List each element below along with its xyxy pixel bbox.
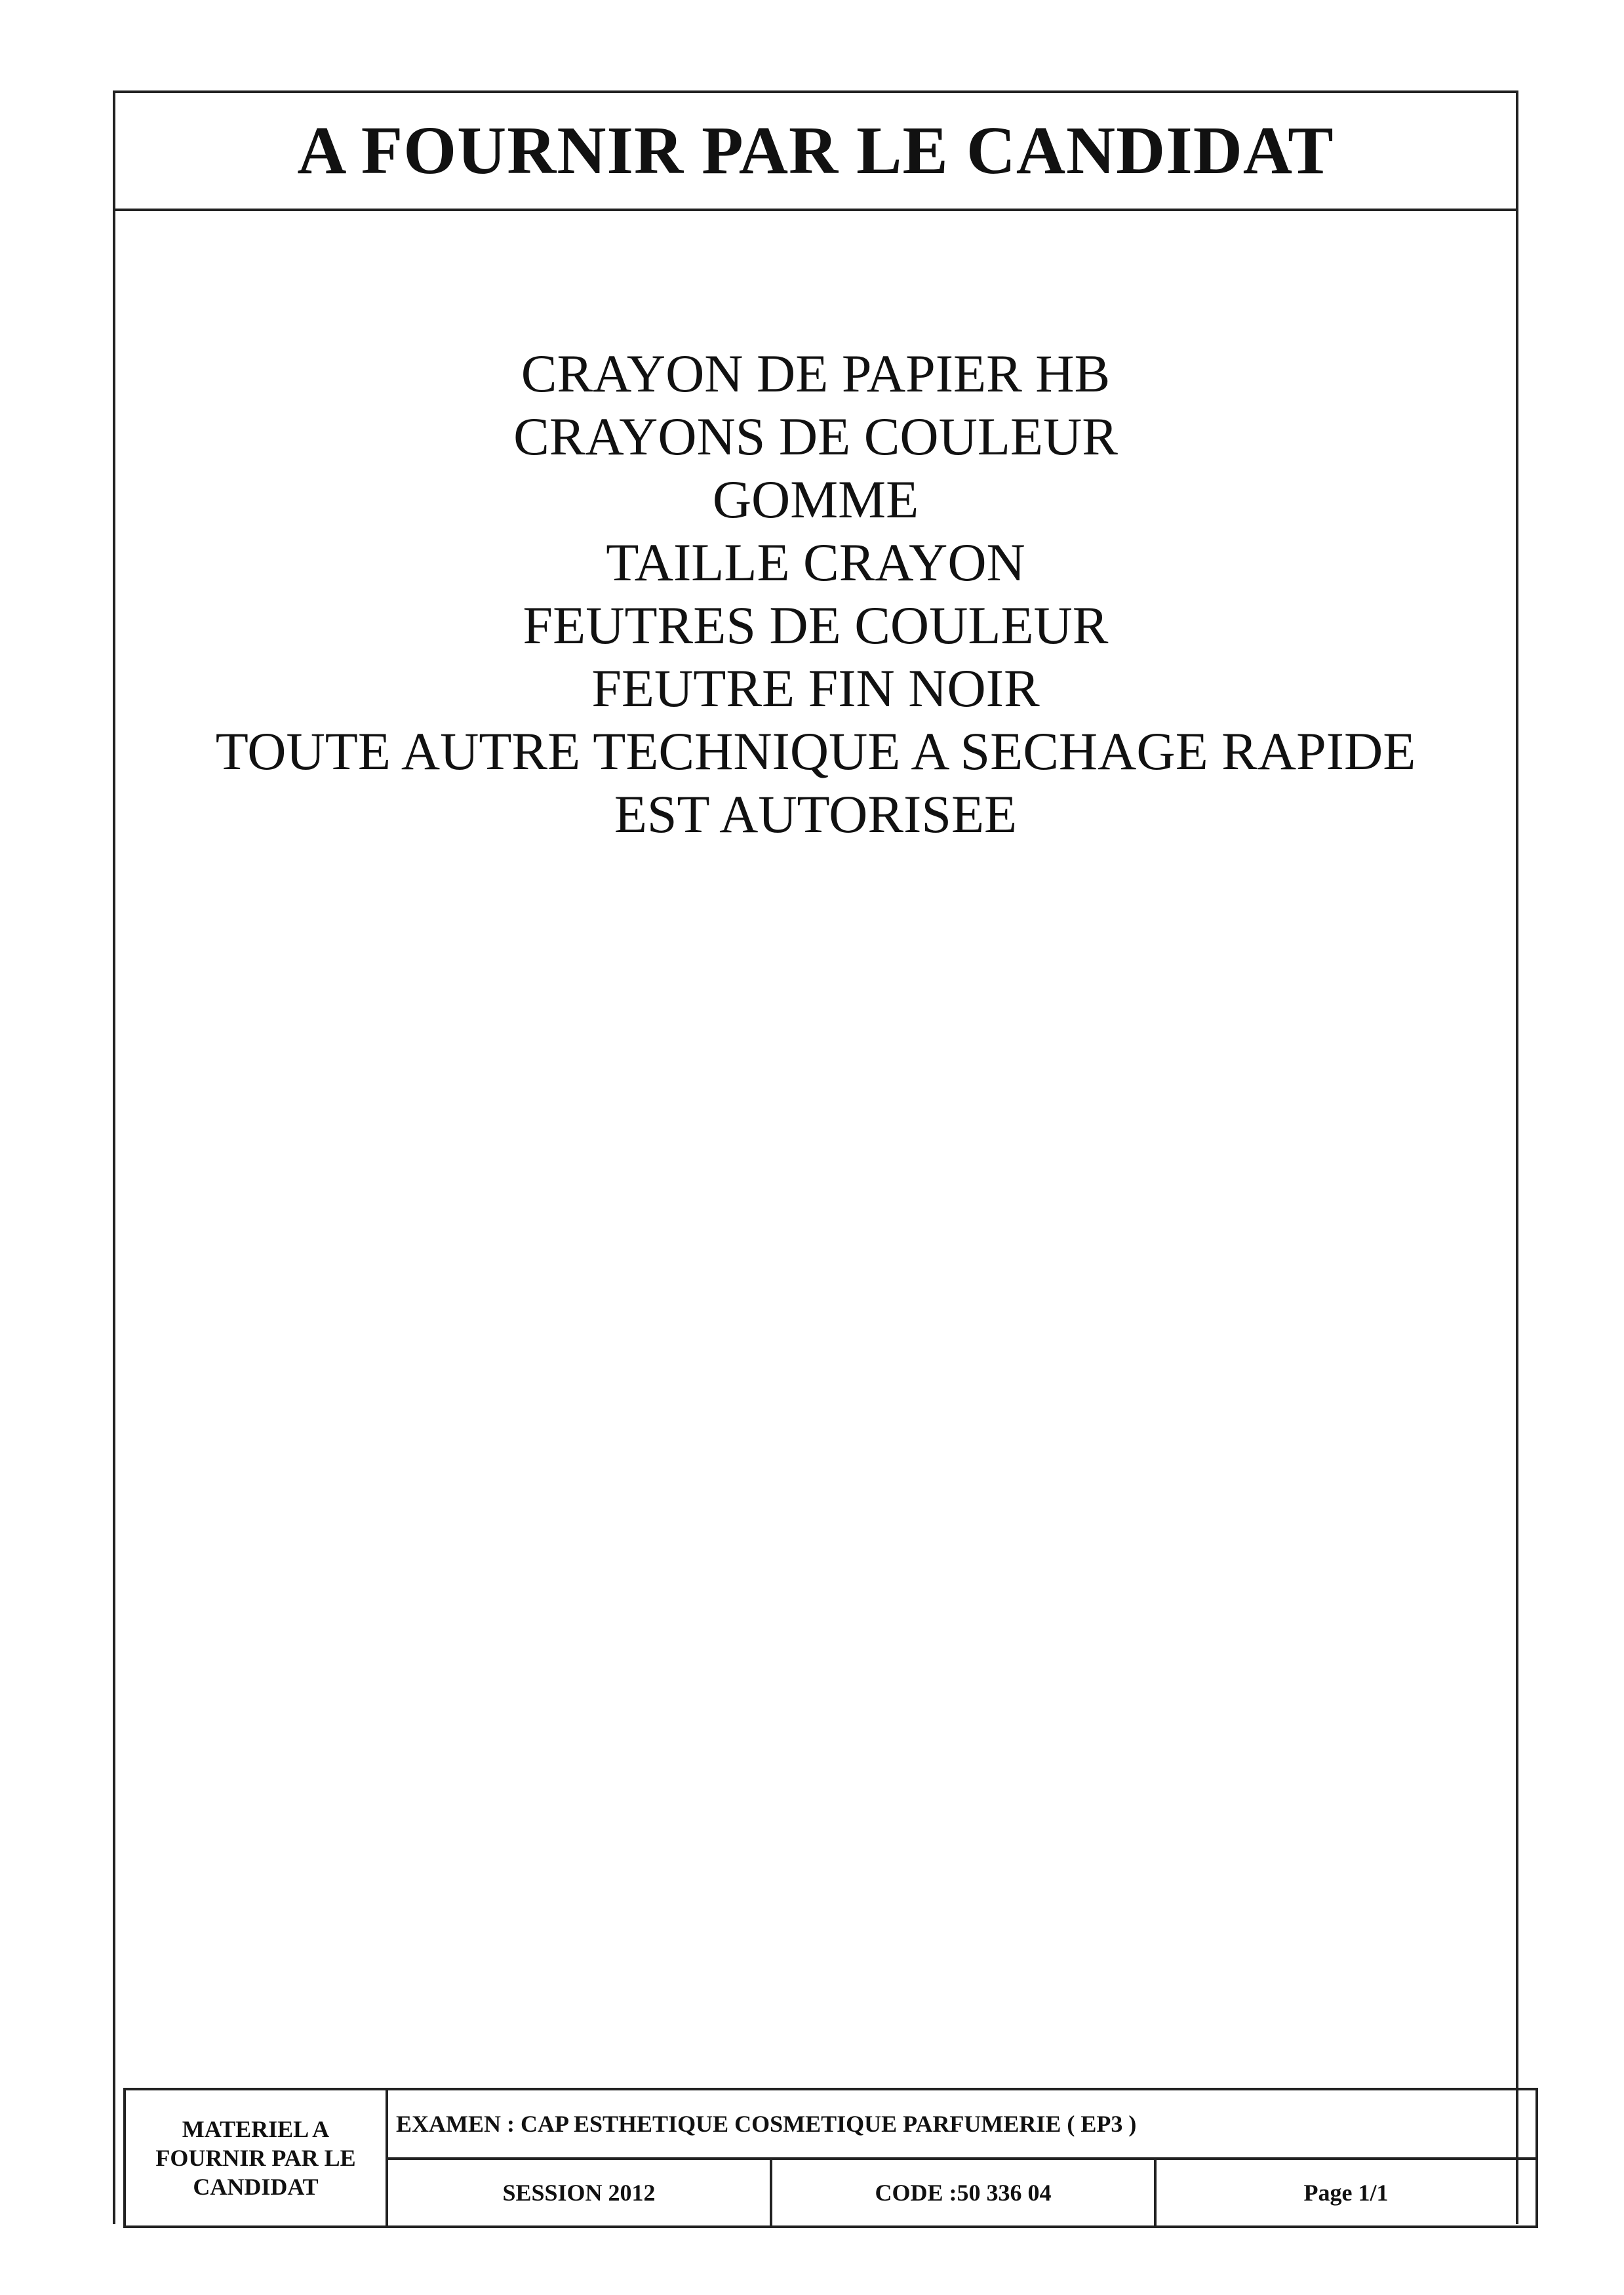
footer-label-line: CANDIDAT xyxy=(193,2174,319,2200)
footer-page: Page 1/1 xyxy=(1155,2159,1537,2227)
material-item: FEUTRE FIN NOIR xyxy=(591,658,1040,718)
material-item: CRAYON DE PAPIER HB xyxy=(521,344,1111,403)
material-item: EST AUTORISEE xyxy=(614,784,1018,844)
material-item: GOMME xyxy=(712,469,919,529)
page-title: A FOURNIR PAR LE CANDIDAT xyxy=(297,113,1334,188)
footer-material-label xyxy=(125,2089,387,2227)
material-item: FEUTRES DE COULEUR xyxy=(523,595,1109,655)
footer-session: SESSION 2012 xyxy=(387,2159,771,2227)
materials-list xyxy=(115,342,1516,846)
material-item: TAILLE CRAYON xyxy=(606,532,1025,592)
document-frame xyxy=(113,90,1518,2224)
footer-table xyxy=(123,2088,1538,2228)
header-box xyxy=(115,93,1516,211)
footer-exam: EXAMEN : CAP ESTHETIQUE COSMETIQUE PARFUMERIE ( EP3 ) xyxy=(387,2089,1537,2159)
footer-code: CODE :50 336 04 xyxy=(771,2159,1155,2227)
material-item: TOUTE AUTRE TECHNIQUE A SECHAGE RAPIDE xyxy=(215,721,1416,781)
footer-label-line: MATERIEL A xyxy=(182,2116,330,2142)
footer-label-line: FOURNIR PAR LE xyxy=(155,2145,356,2171)
material-item: CRAYONS DE COULEUR xyxy=(513,407,1118,466)
